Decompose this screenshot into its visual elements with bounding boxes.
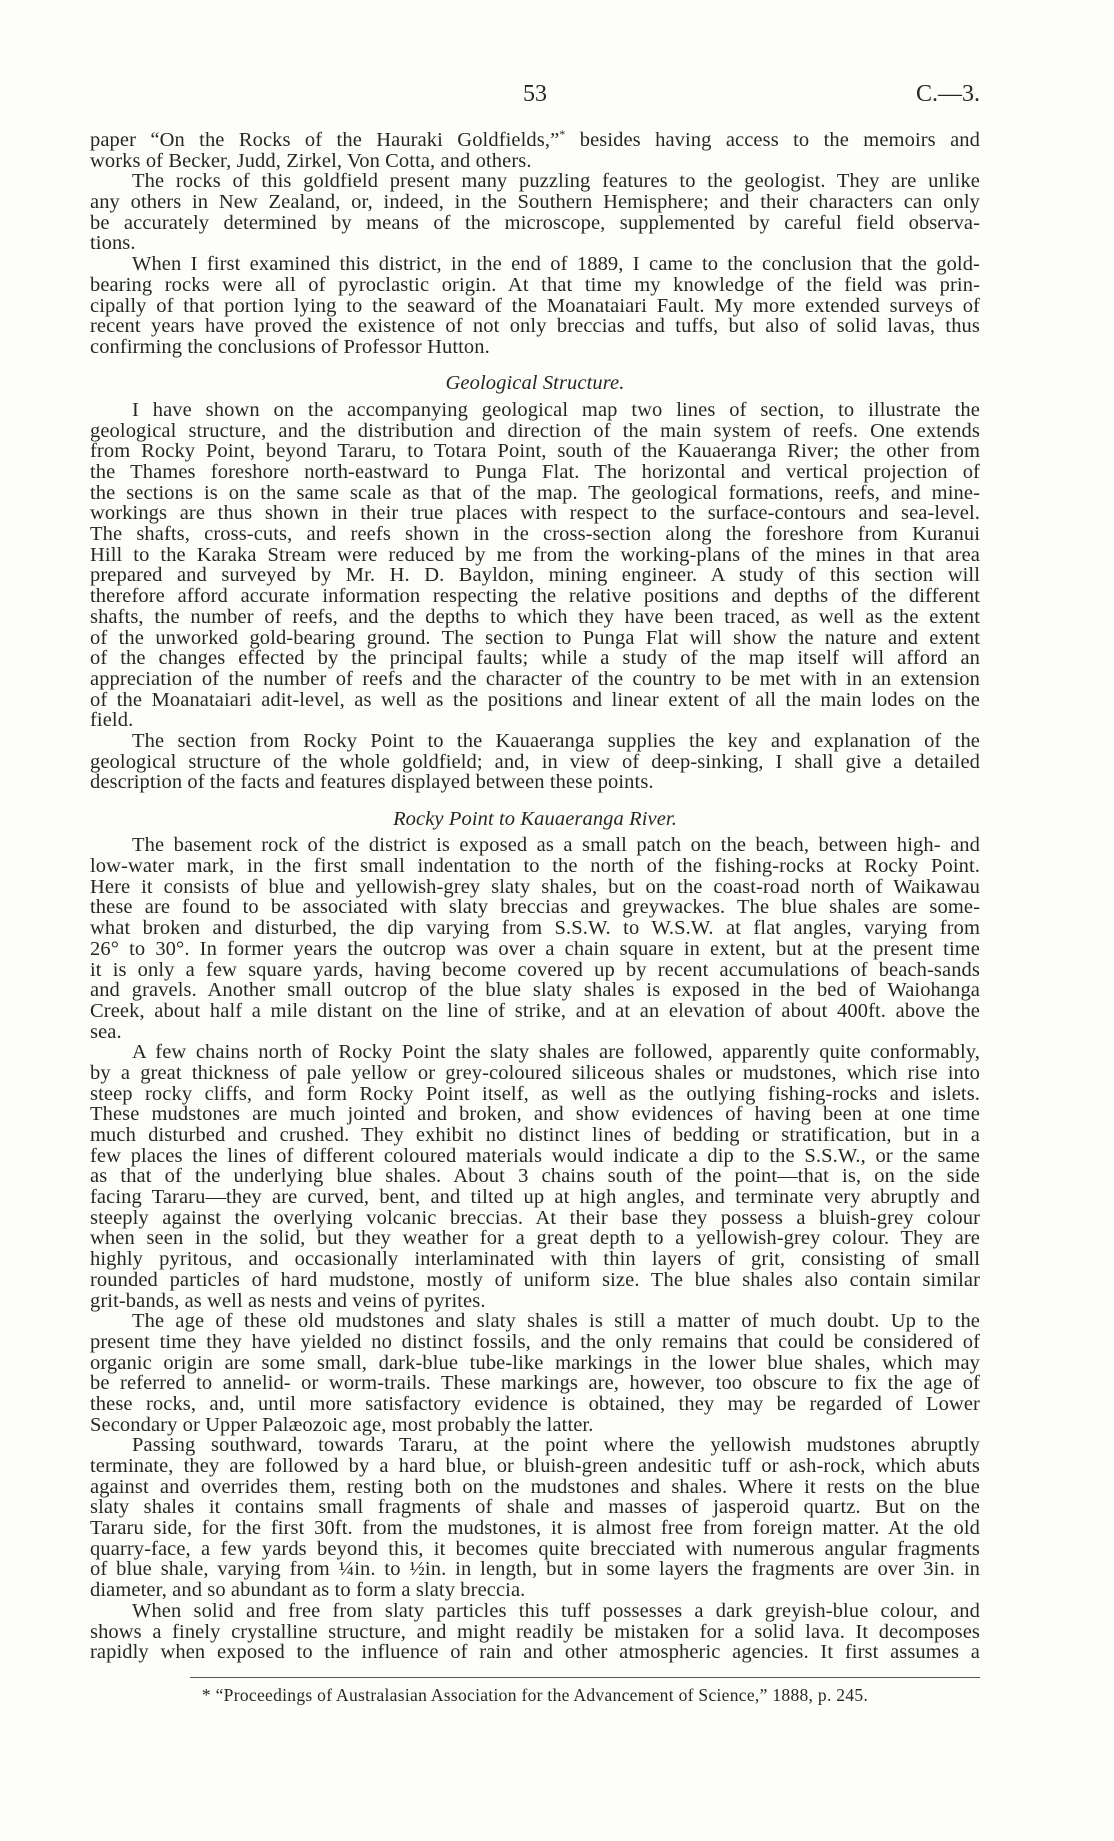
text-run: besides having access to the memoirs and — [565, 129, 980, 151]
text-line: geological structure of the whole goldfield; and, in view of deep-sinking, I shall give a detailed — [90, 750, 980, 773]
text-line: as that of the underlying blue shales. About 3 chains south of the point—that is, on the side — [90, 1165, 980, 1188]
text-line: grit-bands, as well as nests and veins of pyrites. — [90, 1289, 486, 1312]
text-line: sea. — [90, 1020, 122, 1043]
paragraph — [90, 1601, 980, 1663]
text-line: when seen in the solid, but they weather for a great depth to a yellowish-grey colour. They are — [90, 1227, 980, 1250]
text-line: Hill to the Karaka Stream were reduced by me from the working-plans of the mines in that area — [90, 543, 980, 566]
text-line — [90, 127, 980, 151]
body-text — [90, 127, 980, 1664]
text-line: therefore afford accurate information respecting the relative positions and depths of the different — [90, 585, 980, 608]
paragraph — [90, 171, 980, 254]
text-line: any others in New Zealand, or, indeed, in the Southern Hemisphere; and their characters can only — [90, 191, 980, 214]
text-line: I have shown on the accompanying geological map two lines of section, to illustrate the — [132, 398, 980, 421]
text-line: tions. — [90, 232, 136, 255]
text-line: of the changes effected by the principal faults; while a study of the map itself will afford an — [90, 647, 980, 670]
footnote — [90, 1685, 980, 1705]
text-line: When I first examined this district, in the end of 1889, I came to the conclusion that the gold- — [132, 253, 980, 276]
text-line: These mudstones are much jointed and broken, and show evidences of having been at one time — [90, 1103, 980, 1126]
footnote-reference-marker: * — [559, 127, 566, 141]
text-line: field. — [90, 709, 134, 732]
text-line: description of the facts and features displayed between these points. — [90, 771, 654, 794]
text-line: steep rocky cliffs, and form Rocky Point itself, as well as the outlying fishing-rocks and islets. — [90, 1082, 980, 1105]
paragraph — [90, 1435, 980, 1601]
text-line: appreciation of the number of reefs and the character of the country to be met with in an extension — [90, 667, 980, 690]
paragraph — [90, 1311, 980, 1435]
page-header — [90, 78, 980, 110]
text-line: present time they have yielded no distinct fossils, and the only remains that could be considered of — [90, 1330, 980, 1353]
text-line: terminate, they are followed by a hard blue, or bluish-green andesitic tuff or ash-rock, which abuts — [90, 1455, 980, 1477]
text-line: few places the lines of different coloured materials would indicate a dip to the S.S.W., or the same — [90, 1144, 980, 1167]
footnote-rule — [190, 1677, 980, 1678]
text-line: it is only a few square yards, having become covered up by recent accumulations of beach-sands — [90, 958, 980, 981]
text-line: bearing rocks were all of pyroclastic origin. At that time my knowledge of the field was prin- — [90, 273, 980, 296]
section-rocky-point-to-kauaeranga-river — [90, 809, 980, 1663]
text-line: workings are thus shown in their true places with respect to the surface-contours and sea-level. — [90, 502, 980, 525]
paragraph — [90, 127, 980, 172]
text-run: paper “On the Rocks of the Hauraki Goldfields,” — [90, 129, 560, 151]
text-line: highly pyritous, and occasionally interlaminated with thin layers of grit, consisting of small — [90, 1248, 980, 1271]
opening-section — [90, 127, 980, 358]
text-line: shafts, the number of reefs, and the depths to which they have been traced, as well as the extent — [90, 605, 980, 628]
text-line: of the Moanataiari adit-level, as well as the positions and linear extent of all the main lodes on the — [90, 688, 980, 711]
text-line: of blue shale, varying from ¼in. to ½in. in length, but in some layers the fragments are over 3in. in — [90, 1558, 980, 1581]
text-line: diameter, and so abundant as to form a slaty breccia. — [90, 1579, 526, 1602]
text-line: The rocks of this goldfield present many puzzling features to the geologist. They are unlike — [132, 170, 980, 193]
text-line: low-water mark, in the first small indentation to the north of the fishing-rocks at Rocky Point. — [90, 855, 980, 878]
paragraph — [90, 1042, 980, 1311]
text-line: recent years have proved the existence of not only breccias and tuffs, but also of solid lavas, thus — [90, 315, 980, 338]
text-line: cipally of that portion lying to the seaward of the Moanataiari Fault. My more extended surveys of — [90, 294, 980, 317]
text-line: be accurately determined by means of the microscope, supplemented by careful field observa- — [90, 211, 980, 234]
page-number: 53 — [523, 81, 547, 107]
text-line: When solid and free from slaty particles this tuff possesses a dark greyish-blue colour, and — [132, 1599, 980, 1622]
section-paragraphs — [90, 400, 980, 793]
text-line: rapidly when exposed to the influence of rain and other atmospheric agencies. It first assumes a — [90, 1641, 980, 1664]
text-line: the Thames foreshore north-eastward to Punga Flat. The horizontal and vertical projection of — [90, 461, 980, 483]
text-line: Tararu side, for the first 30ft. from the mudstones, it is almost free from foreign matter. At the old — [90, 1517, 980, 1540]
section-geological-structure — [90, 373, 980, 793]
text-line: these are found to be associated with slaty breccias and greywackes. The blue shales are some- — [90, 896, 980, 919]
text-line: prepared and surveyed by Mr. H. D. Bayldon, mining engineer. A study of this section will — [90, 564, 980, 587]
text-line: 26° to 30°. In former years the outcrop was over a chain square in extent, but at the present time — [90, 937, 980, 960]
text-line: of the unworked gold-bearing ground. The section to Punga Flat will show the nature and extent — [90, 626, 980, 649]
text-line: confirming the conclusions of Professor Hutton. — [90, 335, 490, 358]
section-heading: Rocky Point to Kauaeranga River. — [393, 807, 677, 830]
text-line: organic origin are some small, dark-blue tube-like markings in the lower blue shales, which may — [90, 1351, 980, 1374]
text-line: works of Becker, Judd, Zirkel, Von Cotta, and others. — [90, 149, 532, 172]
paragraph — [90, 254, 980, 357]
text-line: geological structure, and the distribution and direction of the main system of reefs. One extends — [90, 419, 980, 442]
text-line: slaty shales it contains small fragments of shale and masses of jasperoid quartz. But on the — [90, 1496, 980, 1519]
text-line: the sections is on the same scale as that of the map. The geological formations, reefs, and mine- — [90, 481, 980, 504]
text-line: steeply against the overlying volcanic breccias. At their base they possess a bluish-grey colour — [90, 1206, 980, 1229]
text-line: quarry-face, a few yards beyond this, it becomes quite brecciated with numerous angular fragments — [90, 1537, 980, 1560]
text-line: these rocks, and, until more satisfactory evidence is obtained, they may be regarded of Lower — [90, 1392, 980, 1415]
text-line: Secondary or Upper Palæozoic age, most probably the latter. — [90, 1413, 594, 1436]
text-line: A few chains north of Rocky Point the slaty shales are followed, apparently quite conformably, — [132, 1041, 980, 1064]
text-line: shows a finely crystalline structure, and might readily be mistaken for a solid lava. It decomposes — [90, 1620, 980, 1643]
text-line: The section from Rocky Point to the Kauaeranga supplies the key and explanation of the — [132, 729, 980, 752]
text-line: what broken and disturbed, the dip varying from S.S.W. to W.S.W. at flat angles, varying from — [90, 917, 980, 940]
paragraph — [90, 731, 980, 793]
text-line: from Rocky Point, beyond Tararu, to Totara Point, south of the Kauaeranga River; the other from — [90, 440, 980, 463]
text-line: The basement rock of the district is exposed as a small patch on the beach, between high- and — [132, 834, 980, 857]
paragraph — [90, 400, 980, 731]
text-line: by a great thickness of pale yellow or grey-coloured siliceous shales or mudstones, which rise into — [90, 1061, 980, 1084]
text-line: much disturbed and crushed. They exhibit no distinct lines of bedding or stratification, but in a — [90, 1124, 980, 1146]
text-line: and gravels. Another small outcrop of the blue slaty shales is exposed in the bed of Waiohanga — [90, 979, 980, 1002]
text-line: The shafts, cross-cuts, and reefs shown in the cross-section along the foreshore from Kuranui — [90, 523, 980, 546]
section-heading: Geological Structure. — [445, 372, 625, 395]
text-line: facing Tararu—they are curved, bent, and tilted up at high angles, and terminate very abruptly and — [90, 1186, 980, 1209]
text-line: Passing southward, towards Tararu, at the point where the yellowish mudstones abruptly — [132, 1434, 980, 1457]
text-line: The age of these old mudstones and slaty shales is still a matter of much doubt. Up to the — [132, 1310, 980, 1333]
text-line: be referred to annelid- or worm-trails. These markings are, however, too obscure to fix the age of — [90, 1372, 980, 1395]
footnote-text: “Proceedings of Australasian Association for the Advancement of Science,” 1888, p. 245. — [215, 1685, 869, 1705]
text-line: against and overrides them, resting both on the mudstones and shales. Where it rests on the blue — [90, 1475, 980, 1498]
footnote-marker: * — [201, 1685, 211, 1705]
text-line: rounded particles of hard mudstone, mostly of uniform size. The blue shales also contain similar — [90, 1268, 980, 1291]
section-paragraphs — [90, 835, 980, 1663]
document-reference: C.—3. — [915, 81, 980, 107]
text-line: Here it consists of blue and yellowish-grey slaty shales, but on the coast-road north of Waikawau — [90, 875, 980, 898]
paragraph — [90, 835, 980, 1042]
text-line: Creek, about half a mile distant on the line of strike, and at an elevation of about 400ft. above the — [90, 999, 980, 1022]
